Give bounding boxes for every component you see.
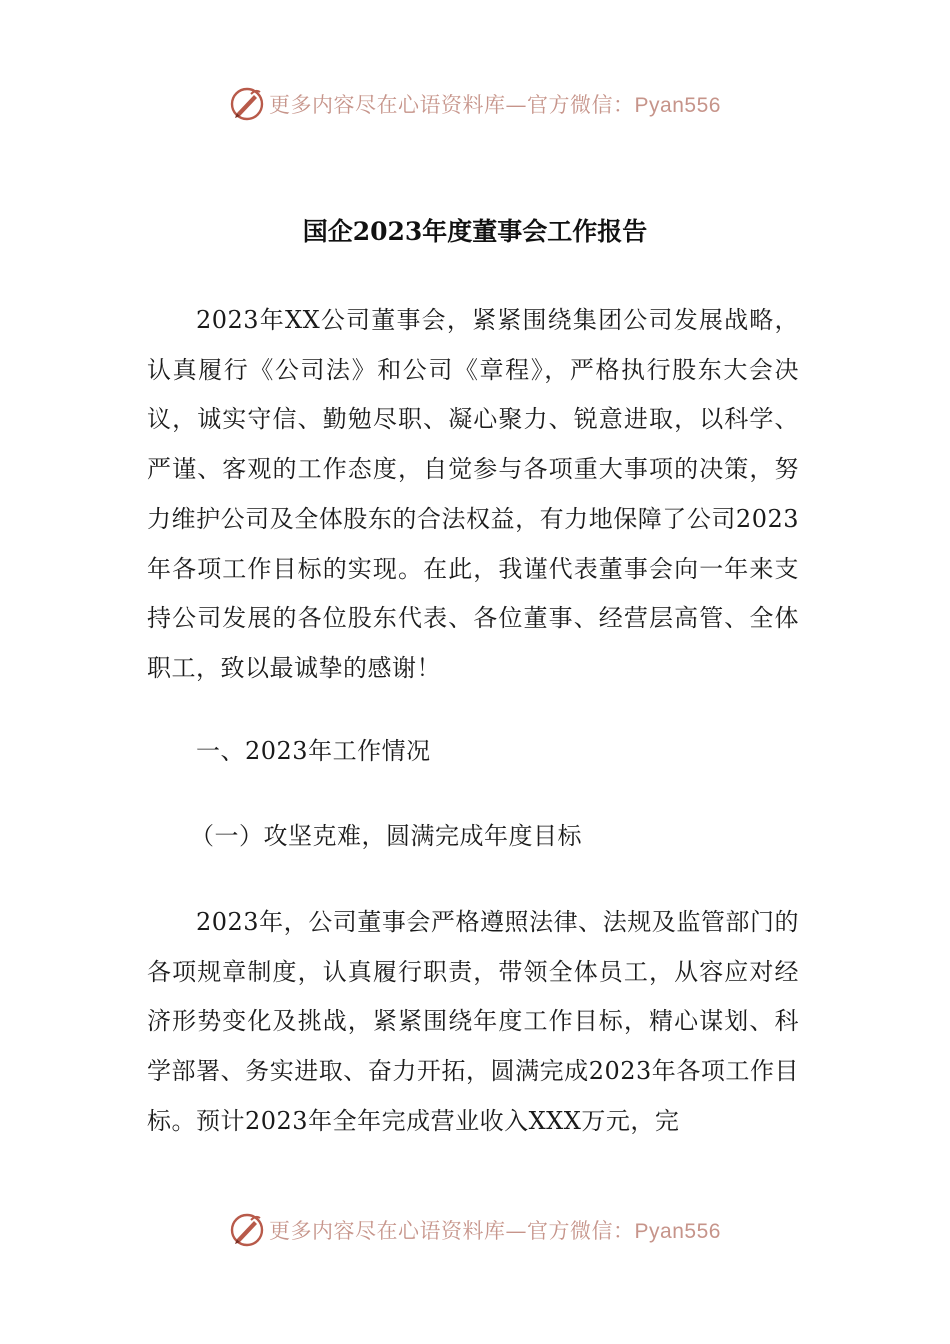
watermark-text: 更多内容尽在心语资料库—官方微信：Pyan556: [269, 93, 721, 117]
footer-watermark: [0, 1208, 950, 1252]
watermark-text: 更多内容尽在心语资料库—官方微信：Pyan556: [269, 1219, 721, 1243]
subsection-heading: （一）攻坚克难，圆满完成年度目标: [190, 822, 582, 850]
body-paragraph: 2023年，公司董事会严格遵照法律、法规及监管部门的各项规章制度，认真履行职责，带领全体员工，从容应对经济形势变化及挑战，紧紧围绕年度工作目标，精心谋划、科学部署、务实进取、奋力开拓，圆满完成2023年各项工作目标。预计2023年全年完成营业收入XXX万元，完: [147, 908, 799, 1135]
wechat-id: Pyan556: [634, 1220, 721, 1243]
pen-logo-icon: [229, 1212, 265, 1248]
header-watermark: [0, 82, 950, 126]
wechat-id: Pyan556: [634, 94, 721, 117]
document-title: 国企2023年度董事会工作报告: [302, 217, 648, 246]
pen-logo-icon: [229, 86, 265, 122]
body-paragraph: 2023年XX公司董事会，紧紧围绕集团公司发展战略，认真履行《公司法》和公司《章程》，严格执行股东大会决议，诚实守信、勤勉尽职、凝心聚力、锐意进取，以科学、严谨、客观的工作态度，自觉参与各项重大事项的决策，努力维护公司及全体股东的合法权益，有力地保障了公司2023年各项工作目标的实现。在此，我谨代表董事会向一年来支持公司发展的各位股东代表、各位董事、经营层高管、全体职工，致以最诚挚的感谢！: [147, 306, 799, 682]
section-heading: 一、2023年工作情况: [196, 737, 431, 765]
